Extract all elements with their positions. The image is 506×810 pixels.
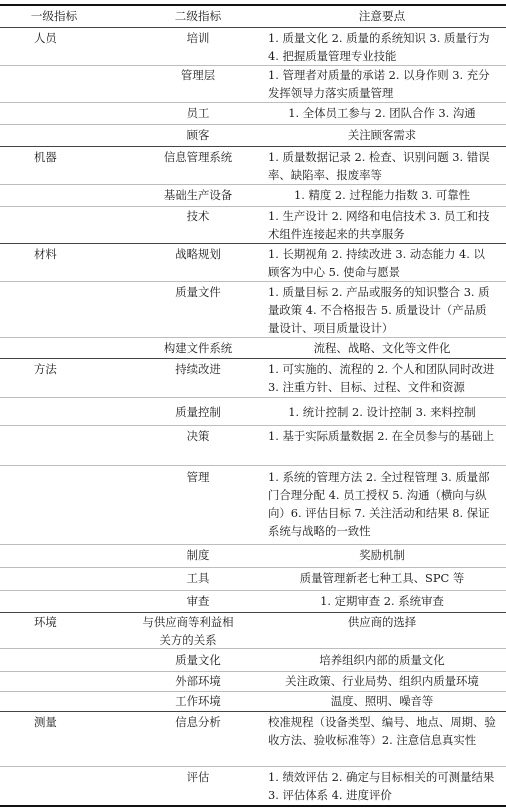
sub-indicator: 工作环境 <box>175 694 221 708</box>
sub-indicator: 工具 <box>186 571 210 585</box>
note-text: 质量管理新老七种工具、SPC 等 <box>299 571 465 585</box>
group-name: 环境 <box>34 615 57 629</box>
header-level1: 一级指标 <box>30 9 78 23</box>
sub-indicator: 管理 <box>186 470 210 484</box>
row-rule <box>0 567 506 568</box>
sub-indicator: 信息管理系统 <box>163 150 233 164</box>
row-rule <box>0 648 506 649</box>
note-text: 供应商的选择 <box>347 615 417 629</box>
row-rule <box>0 425 506 426</box>
sub-indicator: 管理层 <box>180 68 216 82</box>
top-rule <box>0 4 506 6</box>
group-name: 人员 <box>34 31 57 45</box>
header-rule <box>0 27 506 28</box>
group-name: 机器 <box>34 150 57 164</box>
note-text: 培养组织内部的质量文化 <box>319 653 445 667</box>
note-text: 温度、照明、噪音等 <box>330 694 434 708</box>
row-rule <box>0 281 506 282</box>
sub-indicator: 制度 <box>186 548 210 562</box>
sub-indicator: 质量控制 <box>175 405 221 419</box>
note-text: 校准规程（设备类型、编号、地点、周期、验收方法、验收标准等）2. 注意信息真实性 <box>268 715 496 747</box>
sub-indicator: 评估 <box>186 770 210 784</box>
group-rule <box>0 146 506 147</box>
sub-indicator: 顾客 <box>186 128 210 142</box>
note-text: 1. 质量文化 2. 质量的系统知识 3. 质量行为 4. 把握质量管理专业技能 <box>268 31 490 63</box>
note-text: 1. 绩效评估 2. 确定与目标相关的可测量结果 3. 评估体系 4. 进度评价 <box>268 770 495 802</box>
sub-indicator: 基础生产设备 <box>163 188 233 202</box>
sub-indicator: 审查 <box>186 594 210 608</box>
row-rule <box>0 184 506 185</box>
note-text: 1. 管理者对质量的承诺 2. 以身作则 3. 充分发挥领导力落实质量管理 <box>268 68 490 100</box>
row-rule <box>0 544 506 545</box>
sub-indicator: 构建文件系统 <box>163 341 233 355</box>
group-name: 测量 <box>34 715 57 729</box>
group-name: 材料 <box>34 247 57 261</box>
note-text: 流程、战略、文化等文件化 <box>313 341 451 355</box>
note-text: 1. 定期审查 2. 系统审查 <box>320 594 444 608</box>
row-rule <box>0 102 506 103</box>
note-text: 1. 生产设计 2. 网络和电信技术 3. 员工和技术组件连接起来的共享服务 <box>268 209 490 241</box>
sub-indicator: 培训 <box>186 31 210 45</box>
note-text: 关注顾客需求 <box>347 128 417 142</box>
note-text: 1. 质量目标 2. 产品或服务的知识整合 3. 质量政策 4. 不合格报告 5. 质量设计（产品质量设计、项目质量设计） <box>268 285 490 335</box>
sub-indicator: 技术 <box>186 209 210 223</box>
sub-indicator: 质量文化 <box>175 653 221 667</box>
row-rule <box>0 766 506 767</box>
note-text: 1. 质量数据记录 2. 检查、识别问题 3. 错误率、缺陷率、报废率等 <box>268 150 490 182</box>
note-text: 1. 精度 2. 过程能力指数 3. 可靠性 <box>293 188 470 202</box>
row-rule <box>0 590 506 591</box>
note-text: 1. 统计控制 2. 设计控制 3. 来料控制 <box>288 405 476 419</box>
group-name: 方法 <box>34 362 57 376</box>
group-rule <box>0 243 506 244</box>
sub-indicator: 持续改进 <box>175 362 221 376</box>
note-text: 1. 基于实际质量数据 2. 在全员参与的基础上 <box>268 429 495 443</box>
sub-indicator: 与供应商等利益相关方的关系 <box>142 615 234 647</box>
header-notes: 注意要点 <box>358 9 406 23</box>
row-rule <box>0 124 506 125</box>
sub-indicator: 外部环境 <box>175 674 221 688</box>
note-text: 1. 系统的管理方法 2. 全过程管理 3. 质量部门合理分配 4. 员工授权 5. 沟通（横向与纵向）6. 评估目标 7. 关注活动和结果 8. 保证系统与战略的一致性 <box>268 470 490 538</box>
note-text: 关注政策、行业局势、组织内质量环境 <box>285 674 479 688</box>
sub-indicator: 质量文件 <box>175 285 221 299</box>
sub-indicator: 员工 <box>186 106 210 120</box>
note-text: 1. 长期视角 2. 持续改进 3. 动态能力 4. 以顾客为中心 5. 使命与愿景 <box>268 247 485 279</box>
row-rule <box>0 397 506 398</box>
row-rule <box>0 337 506 338</box>
row-rule <box>0 465 506 466</box>
note-text: 1. 可实施的、流程的 2. 个人和团队同时改进 3. 注重方针、目标、过程、文件和资源 <box>268 362 495 394</box>
sub-indicator: 信息分析 <box>175 715 221 729</box>
sub-indicator: 战略规划 <box>175 247 221 261</box>
sub-indicator: 决策 <box>186 429 210 443</box>
note-text: 1. 全体员工参与 2. 团队合作 3. 沟通 <box>288 106 476 120</box>
bottom-rule <box>0 805 506 807</box>
group-rule <box>0 711 506 712</box>
header-level2: 二级指标 <box>174 9 222 23</box>
group-rule <box>0 358 506 359</box>
note-text: 奖励机制 <box>359 548 405 562</box>
